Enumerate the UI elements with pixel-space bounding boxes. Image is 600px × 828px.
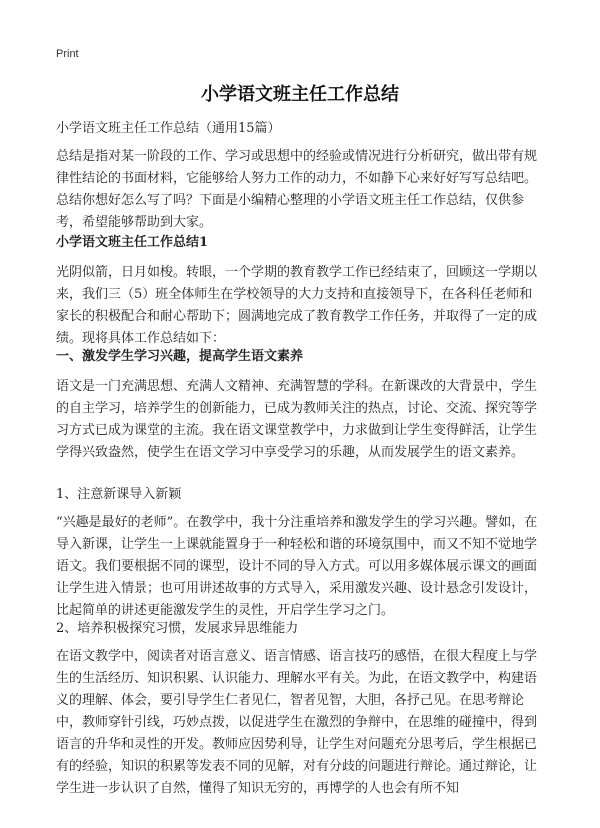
intro-paragraph: 总结是指对某一阶段的工作、学习或思想中的经验或情况进行分析研究，做出带有规律性结论的书面材料，它能够给人努力工作的动力，不如静下心来好好写写总结吧。总结你想好怎么写了吗？下面是小编精心整理的小学语文班主任工作总结，仅供参考，希望能够帮助到大家。 [56, 149, 538, 230]
point-heading-2: 2、培养积极探究习惯，发展求异思维能力 [56, 621, 299, 636]
point-heading-1: 1、注意新课导入新颖 [56, 487, 182, 502]
document-title: 小学语文班主任工作总结 [201, 84, 399, 105]
part-heading: 一、激发学生学习兴趣，提高学生语文素养 [56, 349, 304, 364]
point-paragraph-1: “兴趣是最好的老师”。在教学中，我十分注重培养和激发学生的学习兴趣。譬如，在导入新课，让学生一上课就能置身于一种轻松和谐的环境氛围中，而又不知不觉地学语文。我们要根据不同的课型，设计不同的导入方式。可以用多媒体展示课文的画面让学生进入情景；也可用讲述故事的方式导入，采用激发兴趣、设计悬念引发设计，比起简单的讲述更能激发学生的灵性，开启学生学习之门。 [56, 515, 538, 618]
section-paragraph: 光阴似箭，日月如梭。转眼，一个学期的教育教学工作已经结束了，回顾这一学期以来，我们三（5）班全体师生在学校领导的大力支持和直接领导下，在各科任老师和家长的积极配合和耐心帮助下；圆满地完成了教育教学工作任务，并取得了一定的成绩。现将具体工作总结如下： [56, 265, 538, 346]
section-heading: 小学语文班主任工作总结1 [56, 235, 209, 250]
document-subtitle: 小学语文班主任工作总结（通用15篇） [56, 121, 281, 136]
part-paragraph: 语文是一门充满思想、充满人文精神、充满智慧的学科。在新课改的大背景中，学生的自主学习，培养学生的创新能力，已成为教师关注的热点，讨论、交流、探究等学习方式已成为课堂的主流。我在语文课堂教学中，力求做到让学生变得鲜活，让学生学得兴致盎然，使学生在语文学习中享受学习的乐趣，从而发展学生的语文素养。 [56, 379, 538, 460]
point-paragraph-2: 在语文教学中，阅读者对语言意义、语言情感、语言技巧的感悟，在很大程度上与学生的生活经历、知识积累、认识能力、理解水平有关。为此，在语文教学中，构建语义的理解、体会，要引导学生仁者见仁，智者见智，大胆，各抒己见。在思考辩论中，教师穿针引线，巧妙点拨，以促进学生在激烈的争辩中，在思维的碰撞中，得到语言的升华和灵性的开发。教师应因势利导，让学生对问题充分思考后，学生根据已有的经验，知识的积累等发表不同的见解，对有分歧的问题进行辩论。通过辩论，让学生进一步认识了自然，懂得了知识无穷的，再博学的人也会有所不知 [56, 649, 538, 796]
print-link[interactable]: Print [56, 48, 79, 60]
